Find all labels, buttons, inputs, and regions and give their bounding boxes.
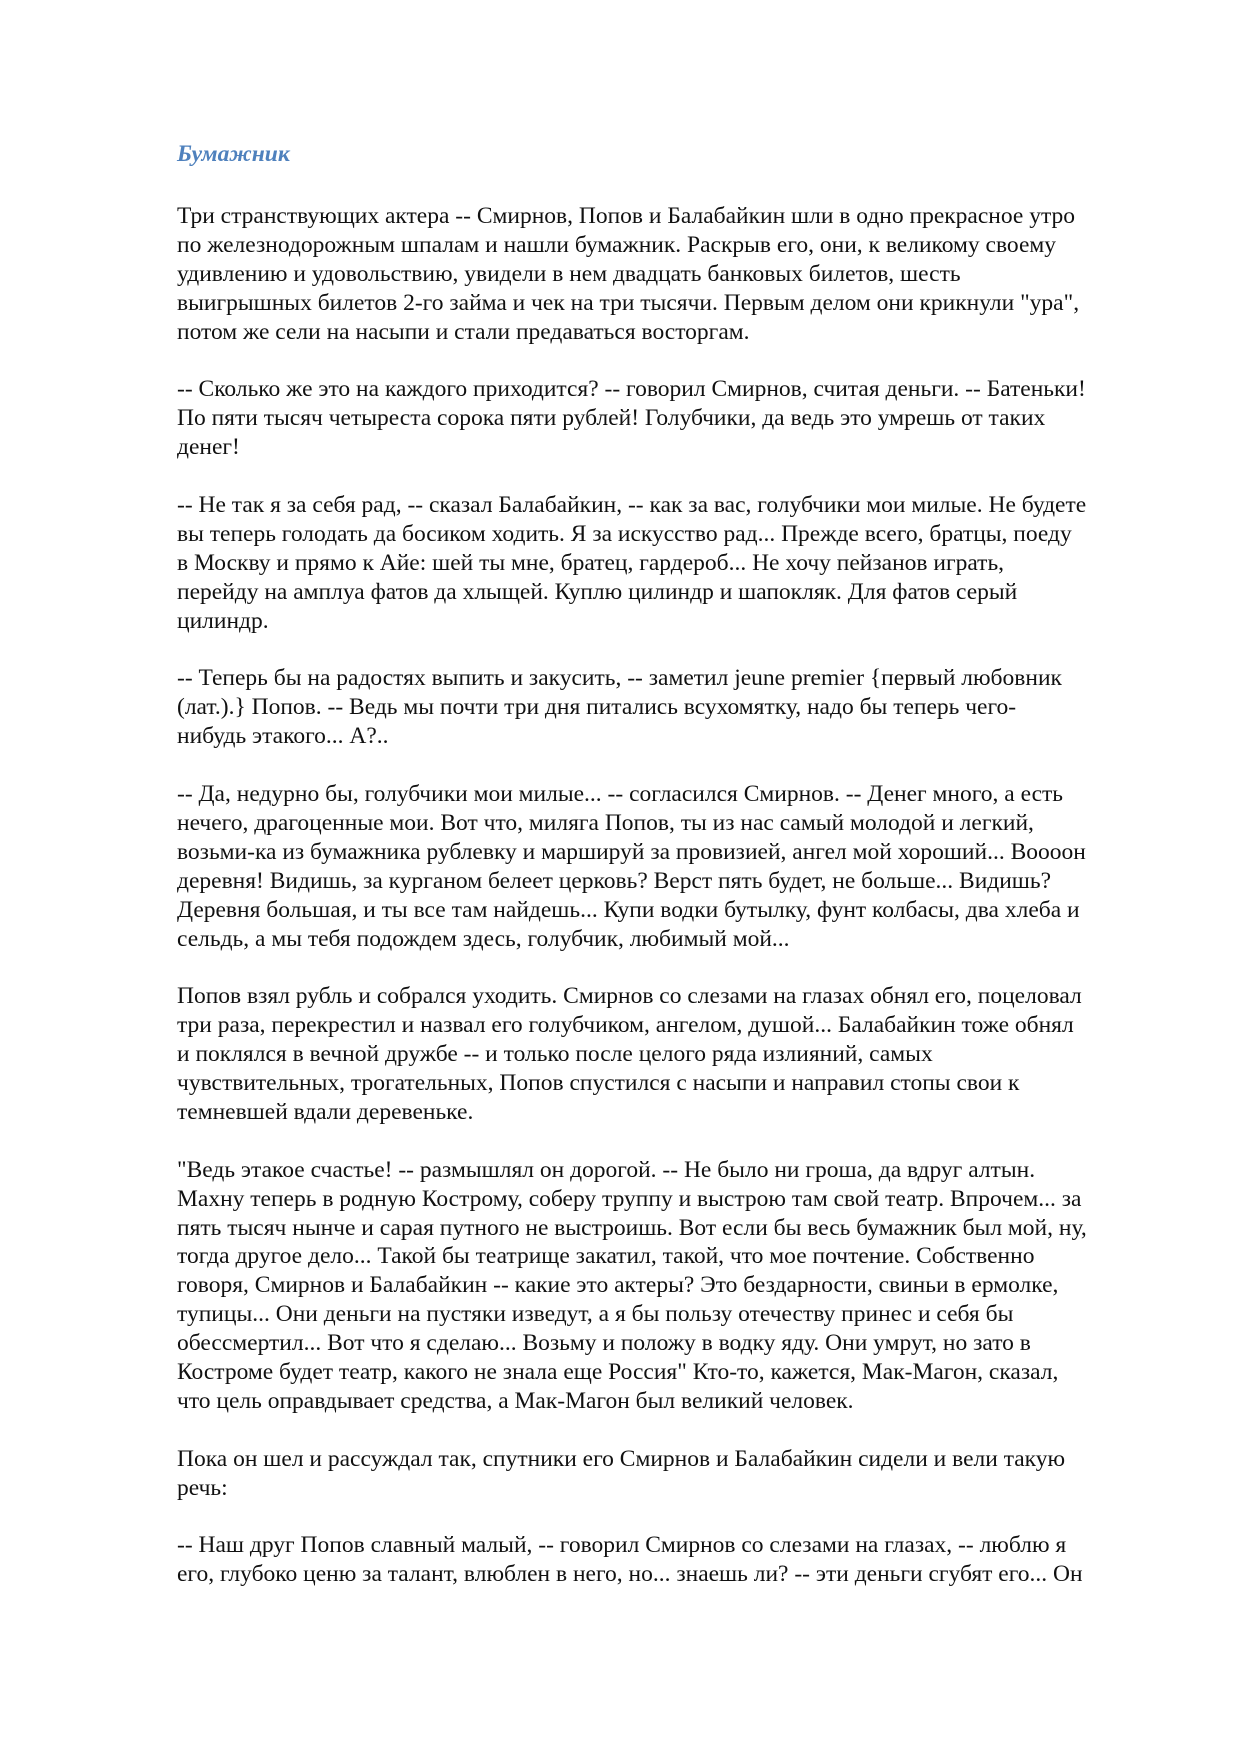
text-line: темневшей вдали деревеньке. xyxy=(177,1098,474,1125)
text-line: Махну теперь в родную Кострому, соберу труппу и выстрою там свой театр. Впрочем... за xyxy=(177,1185,1082,1212)
text-line: и поклялся в вечной дружбе -- и только после целого ряда излияний, самых xyxy=(177,1041,933,1068)
text-line: говоря, Смирнов и Балабайкин -- какие это актеры? Это бездарности, свиньи в ермолке, xyxy=(177,1272,1059,1299)
text-line: По пяти тысяч четыреста сорока пяти рублей! Голубчики, да ведь это умрешь от таких xyxy=(177,405,1046,432)
text-line: денег! xyxy=(177,434,240,461)
text-line: в Москву и прямо к Айе: шей ты мне, братец, гардероб... Не хочу пейзанов играть, xyxy=(177,549,1005,576)
paragraph-5 xyxy=(177,780,1167,953)
paragraph-7 xyxy=(177,1156,1167,1416)
text-line: чувствительных, трогательных, Попов спустился с насыпи и направил стопы свои к xyxy=(177,1070,1020,1097)
text-line: тогда другое дело... Такой бы театрище закатил, такой, что мое почтение. Собственно xyxy=(177,1243,1035,1270)
text-line: цилиндр. xyxy=(177,607,269,634)
text-line: выигрышных билетов 2-го займа и чек на три тысячи. Первым делом они крикнули "ура", xyxy=(177,289,1080,316)
text-line: пять тысяч нынче и сарая путного не выстроишь. Вот если бы весь бумажник был мой, ну, xyxy=(177,1214,1087,1241)
text-line: вы теперь голодать да босиком ходить. Я за искусство рад... Прежде всего, братцы, поеду xyxy=(177,520,1072,547)
paragraph-6 xyxy=(177,982,1167,1127)
paragraph-9 xyxy=(177,1531,1167,1589)
text-line: -- Сколько же это на каждого приходится? -- говорил Смирнов, считая деньги. -- Батеньки! xyxy=(177,376,1086,403)
text-line: нечего, драгоценные мои. Вот что, миляга Попов, ты из нас самый молодой и легкий, xyxy=(177,809,1034,836)
paragraph-8 xyxy=(177,1445,1167,1503)
text-line: удивлению и удовольствию, увидели в нем двадцать банковых билетов, шесть xyxy=(177,260,961,287)
text-line: Костроме будет театр, какого не знала еще Россия" Кто-то, кажется, Мак-Магон, сказал, xyxy=(177,1359,1059,1386)
document-title: Бумажник xyxy=(177,141,290,167)
text-line: его, глубоко ценю за талант, влюблен в него, но... знаешь ли? -- эти деньги сгубят его... Он xyxy=(177,1561,1083,1588)
text-line: потом же сели на насыпи и стали предаваться восторгам. xyxy=(177,318,750,345)
text-line: Три странствующих актера -- Смирнов, Попов и Балабайкин шли в одно прекрасное утро xyxy=(177,202,1076,229)
text-line: что цель оправдывает средства, а Мак-Магон был великий человек. xyxy=(177,1387,854,1414)
text-line: перейду на амплуа фатов да хлыщей. Куплю цилиндр и шапокляк. Для фатов серый xyxy=(177,578,1018,605)
text-line: по железнодорожным шпалам и нашли бумажник. Раскрыв его, они, к великому своему xyxy=(177,231,1057,258)
text-line: деревня! Видишь, за курганом белеет церковь? Верст пять будет, не больше... Видишь? xyxy=(177,867,1052,894)
text-line: три раза, перекрестил и назвал его голубчиком, ангелом, душой... Балабайкин тоже обнял xyxy=(177,1012,1074,1039)
text-line: сельдь, а мы тебя подождем здесь, голубчик, любимый мой... xyxy=(177,925,790,952)
text-line: Пока он шел и рассуждал так, спутники его Смирнов и Балабайкин сидели и вели такую xyxy=(177,1445,1066,1472)
paragraph-3 xyxy=(177,491,1167,636)
text-line: нибудь этакого... А?.. xyxy=(177,723,389,750)
text-line: -- Да, недурно бы, голубчики мои милые... -- согласился Смирнов. -- Денег много, а есть xyxy=(177,780,1064,807)
paragraph-1 xyxy=(177,202,1167,347)
text-line: Попов взял рубль и собрался уходить. Смирнов со слезами на глазах обнял его, поцеловал xyxy=(177,983,1082,1010)
document-body xyxy=(177,140,1167,1618)
paragraph-2 xyxy=(177,375,1167,462)
text-line: речь: xyxy=(177,1474,228,1501)
text-line: (лат.).} Попов. -- Ведь мы почти три дня питались всухомятку, надо бы теперь чего- xyxy=(177,694,1017,721)
text-line: -- Не так я за себя рад, -- сказал Балабайкин, -- как за вас, голубчики мои милые. Не будете xyxy=(177,491,1087,518)
text-line: тупицы... Они деньги на пустяки изведут, а я бы пользу отечеству принес и себя бы xyxy=(177,1301,1014,1328)
paragraph-4 xyxy=(177,664,1167,751)
text-line: обессмертил... Вот что я сделаю... Возьму и положу в водку яду. Они умрут, но зато в xyxy=(177,1330,1031,1357)
text-line: "Ведь этакое счастье! -- размышлял он дорогой. -- Не было ни гроша, да вдруг алтын. xyxy=(177,1156,1036,1183)
text-line: -- Наш друг Попов славный малый, -- говорил Смирнов со слезами на глазах, -- люблю я xyxy=(177,1532,1067,1559)
text-line: -- Теперь бы на радостях выпить и закусить, -- заметил jeune premier {первый любовник xyxy=(177,665,1062,692)
text-line: Деревня большая, и ты все там найдешь... Купи водки бутылку, фунт колбасы, два хлеба и xyxy=(177,896,1080,923)
text-line: возьми-ка из бумажника рублевку и маршируй за провизией, ангел мой хороший... Воооон xyxy=(177,838,1086,865)
